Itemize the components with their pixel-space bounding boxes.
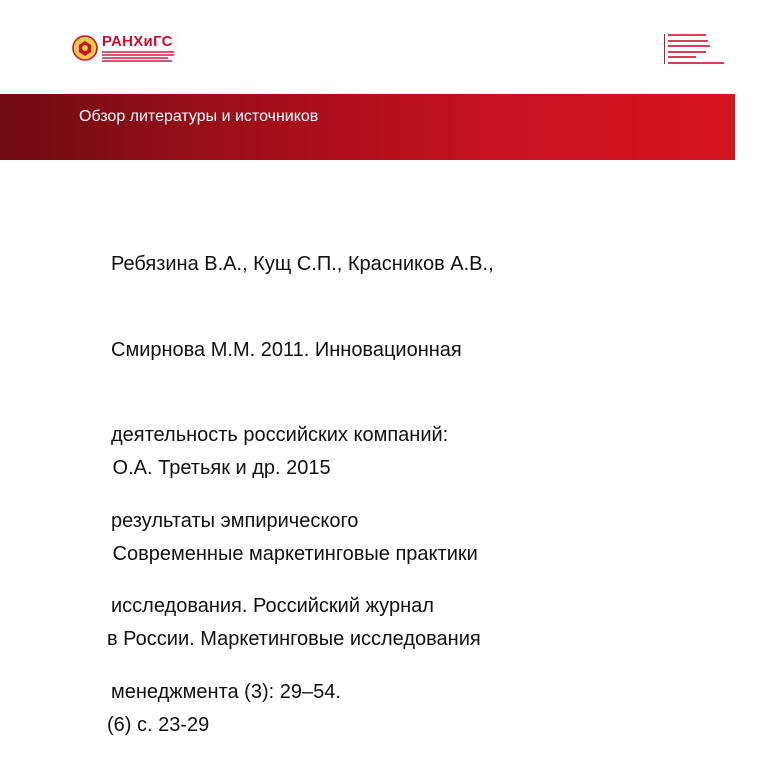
reference-line: (6) с. 23-29 xyxy=(107,713,210,736)
reference-line: менеджмента (3): 29–54. xyxy=(111,680,341,703)
reference-line: деятельность российских компаний: xyxy=(111,424,449,446)
logo-wordmark: РАНХиГС xyxy=(102,33,173,50)
logo-text-lines xyxy=(668,34,724,64)
reference-line: О.А. Третьяк и др. 2015 xyxy=(107,457,331,479)
reference-line: исследования. Российский журнал xyxy=(111,595,434,617)
reference-line: результаты эмпирического xyxy=(111,509,359,532)
emblem-icon xyxy=(72,35,98,61)
logo-bar-icon xyxy=(664,34,665,64)
slide-title: Обзор литературы и источников xyxy=(79,108,319,125)
logo-subtitle-lines xyxy=(102,51,174,62)
title-banner xyxy=(0,94,735,160)
reference-line: Современные маркетинговые практики xyxy=(107,542,478,565)
ranepa-logo xyxy=(72,30,174,66)
reference-line: Смирнова М.М. 2011. Инновационная xyxy=(111,338,462,361)
reference-line: Ребязина В.А., Кущ С.П., Красников А.В., xyxy=(111,253,494,275)
reference-2 xyxy=(107,397,481,768)
reference-line: в России. Маркетинговые исследования xyxy=(107,628,481,650)
institute-logo xyxy=(664,34,724,64)
